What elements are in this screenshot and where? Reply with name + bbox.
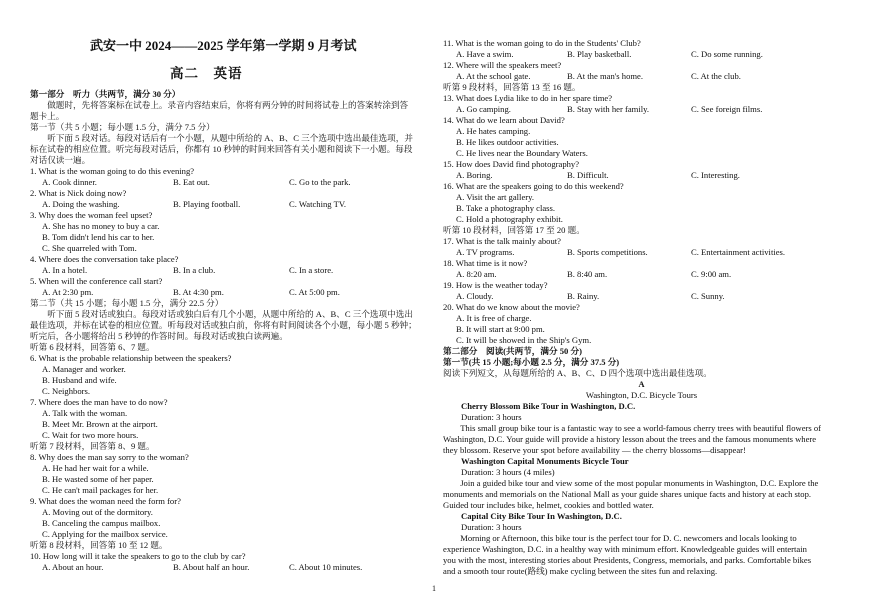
section2-instructions-line: 听下面 5 段对话或独白。每段对话或独白后有几个小题，从题中所给的 A、B、C 三个选项中选出 xyxy=(30,309,413,319)
question-text: 20. What do we know about the movie? xyxy=(443,302,580,312)
option-b: B. 8:40 am. xyxy=(567,269,608,279)
question-text: 9. What does the woman need the form for? xyxy=(30,496,181,506)
option-a: A. Doing the washing. xyxy=(42,199,120,209)
tour-duration: Duration: 3 hours xyxy=(461,412,522,422)
question-text: 18. What time is it now? xyxy=(443,258,528,268)
option-b: B. At 4:30 pm. xyxy=(173,287,224,297)
option-c: C. At the club. xyxy=(691,71,741,81)
tour-duration: Duration: 3 hours xyxy=(461,522,522,532)
option-a: A. At the school gate. xyxy=(456,71,531,81)
part2-section1-heading: 第一节(共 15 小题;每小题 2.5 分，满分 37.5 分) xyxy=(443,357,620,367)
tour-desc-line: monuments and memorials on the National Mall as your guide shares unique facts and history at each stop. xyxy=(443,489,812,499)
option-c: C. Hold a photography exhibit. xyxy=(456,214,563,224)
question-text: 11. What is the woman going to do in the Students' Club? xyxy=(443,38,641,48)
passage-letter: A xyxy=(638,379,645,389)
option-a: A. 8:20 am. xyxy=(456,269,497,279)
option-c: C. Interesting. xyxy=(691,170,740,180)
question-text: 13. What does Lydia like to do in her spare time? xyxy=(443,93,613,103)
option-b: B. Play basketball. xyxy=(567,49,632,59)
part1-instructions-line: 题卡上。 xyxy=(30,111,65,121)
option-c: C. She quarreled with Tom. xyxy=(42,243,137,253)
tour-desc-line: they blossom. Reserve your spot before availability — the cherry blossoms—disappear! xyxy=(443,445,746,455)
tour-duration: Duration: 3 hours (4 miles) xyxy=(461,467,555,477)
option-a: A. Visit the art gallery. xyxy=(456,192,535,202)
option-a: A. Cook dinner. xyxy=(42,177,97,187)
option-b: B. It will start at 9:00 pm. xyxy=(456,324,545,334)
option-b: B. Meet Mr. Brown at the airport. xyxy=(42,419,158,429)
listening-note: 听第 9 段材料，回答第 13 至 16 题。 xyxy=(443,82,581,92)
question-text: 8. Why does the man say sorry to the woman? xyxy=(30,452,189,462)
section1-instructions-line: 对话仅读一遍。 xyxy=(30,155,91,165)
option-b: B. Playing football. xyxy=(173,199,241,209)
option-c: C. 9:00 am. xyxy=(691,269,732,279)
question-text: 1. What is the woman going to do this evening? xyxy=(30,166,195,176)
section1-heading: 第一节（共 5 小题；每小题 1.5 分，满分 7.5 分） xyxy=(30,122,215,132)
listening-note: 听第 8 段材料，回答第 10 至 12 题。 xyxy=(30,540,168,550)
section2-instructions-line: 最佳选项，并标在试卷的相应位置。听每段对话或独白前，你将有时间阅读各个小题，每小题 5 秒钟； xyxy=(30,320,417,330)
passage-title: Washington, D.C. Bicycle Tours xyxy=(585,390,698,400)
option-c: C. About 10 minutes. xyxy=(289,562,363,572)
option-a: A. Moving out of the dormitory. xyxy=(42,507,153,517)
option-b: B. Husband and wife. xyxy=(42,375,117,385)
question-text: 12. Where will the speakers meet? xyxy=(443,60,562,70)
option-c: C. Do some running. xyxy=(691,49,763,59)
section1-instructions-line: 听下面 5 段对话。每段对话后有一个小题，从题中所给的 A、B、C 三个选项中选出最佳选项，并 xyxy=(30,133,413,143)
question-text: 5. When will the conference call start? xyxy=(30,276,163,286)
question-text: 4. Where does the conversation take place? xyxy=(30,254,179,264)
option-c: C. Wait for two more hours. xyxy=(42,430,139,440)
option-a: A. Go camping. xyxy=(456,104,511,114)
option-c: C. He lives near the Boundary Waters. xyxy=(456,148,588,158)
option-b: B. Take a photography class. xyxy=(456,203,555,213)
option-b: B. In a club. xyxy=(173,265,216,275)
option-c: C. Watching TV. xyxy=(289,199,347,209)
option-b: B. About half an hour. xyxy=(173,562,250,572)
option-c: C. In a store. xyxy=(289,265,334,275)
question-text: 19. How is the weather today? xyxy=(443,280,548,290)
option-c: C. See foreign films. xyxy=(691,104,763,114)
option-c: C. It will be showed in the Ship's Gym. xyxy=(456,335,592,345)
part2-instructions: 阅读下列短文，从每题所给的 A、B、C、D 四个选项中选出最佳选项。 xyxy=(443,368,712,378)
option-a: A. Manager and worker. xyxy=(42,364,126,374)
option-b: B. Sports competitions. xyxy=(567,247,648,257)
question-text: 3. Why does the woman feel upset? xyxy=(30,210,153,220)
option-a: A. Boring. xyxy=(456,170,493,180)
tour-desc-line: This small group bike tour is a fantastic way to see a world-famous cherry trees with beautiful flowers of xyxy=(443,423,822,433)
option-b: B. At the man's home. xyxy=(567,71,644,81)
option-a: A. She has no money to buy a car. xyxy=(42,221,160,231)
tour-desc-line: Join a guided bike tour and view some of the most popular monuments in Washington, D.C. Explore the xyxy=(443,478,819,488)
question-text: 7. Where does the man have to do now? xyxy=(30,397,168,407)
section2-instructions-line: 听完后，各小题将给出 5 秒钟的作答时间。每段对话或独白读两遍。 xyxy=(30,331,288,341)
part1-heading: 第一部分 听力（共两节，满分 30 分） xyxy=(30,89,181,99)
option-b: B. Rainy. xyxy=(567,291,600,301)
page-number: 1 xyxy=(432,584,436,593)
listening-note: 听第 10 段材料，回答第 17 至 20 题。 xyxy=(443,225,585,235)
option-a: A. Have a swim. xyxy=(456,49,514,59)
tour-desc-line: Washington, D.C. Your guide will provide a history lesson about the trees and the famous monuments where xyxy=(443,434,817,444)
option-a: A. In a hotel. xyxy=(42,265,88,275)
tour-title: Washington Capital Monuments Bicycle Tour xyxy=(461,456,629,466)
option-b: B. Canceling the campus mailbox. xyxy=(42,518,161,528)
option-c: C. At 5:00 pm. xyxy=(289,287,340,297)
question-text: 14. What do we learn about David? xyxy=(443,115,565,125)
tour-desc-line: Guided tour includes bike, helmet, cookies and bottled water. xyxy=(443,500,654,510)
exam-title: 武安一中 2024——2025 学年第一学期 9 月考试 xyxy=(90,38,357,53)
option-a: A. He hates camping. xyxy=(456,126,531,136)
option-c: C. Go to the park. xyxy=(289,177,351,187)
section1-instructions-line: 标在试卷的相应位置。听完每段对话后，你都有 10 秒钟的时间来回答有关小题和阅读下一小题。每段 xyxy=(30,144,413,154)
exam-subtitle: 高二 英语 xyxy=(170,66,243,81)
part2-heading: 第二部分 阅读(共两节，满分 50 分) xyxy=(443,346,582,356)
question-text: 2. What is Nick doing now? xyxy=(30,188,127,198)
tour-title: Capital City Bike Tour In Washington, D.C. xyxy=(461,511,622,521)
section2-heading: 第二节（共 15 小题；每小题 1.5 分，满分 22.5 分） xyxy=(30,298,224,308)
option-b: B. Eat out. xyxy=(173,177,210,187)
option-b: B. He likes outdoor activities. xyxy=(456,137,559,147)
tour-desc-line: experience Washington, D.C. in a healthy way with minimum effort. Knowledgeable guides will entertain xyxy=(443,544,807,554)
option-a: A. Cloudy. xyxy=(456,291,494,301)
question-text: 15. How does David find photography? xyxy=(443,159,580,169)
option-a: A. It is free of charge. xyxy=(456,313,532,323)
option-c: C. Entertainment activities. xyxy=(691,247,786,257)
option-c: C. Neighbors. xyxy=(42,386,90,396)
tour-title: Cherry Blossom Bike Tour in Washington, D.C. xyxy=(461,401,636,411)
option-b: B. Stay with her family. xyxy=(567,104,650,114)
option-b: B. Difficult. xyxy=(567,170,609,180)
question-text: 16. What are the speakers going to do this weekend? xyxy=(443,181,624,191)
option-b: B. He wasted some of her paper. xyxy=(42,474,154,484)
tour-desc-line: you with the most, interesting stories about Presidents, Congress, memorials, and parks. Comfortable bikes xyxy=(443,555,812,565)
question-text: 17. What is the talk mainly about? xyxy=(443,236,561,246)
part1-instructions-line: 做题时，先将答案标在试卷上。录音内容结束后，你将有两分钟的时间将试卷上的答案转涂到答 xyxy=(30,100,409,110)
option-a: A. Talk with the woman. xyxy=(42,408,128,418)
option-c: C. Applying for the mailbox service. xyxy=(42,529,168,539)
option-b: B. Tom didn't lend his car to her. xyxy=(42,232,155,242)
tour-desc-line: Morning or Afternoon, this bike tour is the perfect tour for D. C. newcomers and locals looking to xyxy=(443,533,797,543)
question-text: 6. What is the probable relationship between the speakers? xyxy=(30,353,232,363)
option-a: A. TV programs. xyxy=(456,247,515,257)
listening-note: 听第 6 段材料，回答第 6、7 题。 xyxy=(30,342,155,352)
option-a: A. He had her wait for a while. xyxy=(42,463,149,473)
option-a: A. At 2:30 pm. xyxy=(42,287,94,297)
listening-note: 听第 7 段材料，回答第 8、9 题。 xyxy=(30,441,155,451)
option-a: A. About an hour. xyxy=(42,562,104,572)
option-c: C. Sunny. xyxy=(691,291,725,301)
option-c: C. He can't mail packages for her. xyxy=(42,485,159,495)
tour-desc-line: and a smooth tour route(路线) make cycling between the sites fun and relaxing. xyxy=(443,566,718,576)
question-text: 10. How long will it take the speakers to go to the club by car? xyxy=(30,551,246,561)
